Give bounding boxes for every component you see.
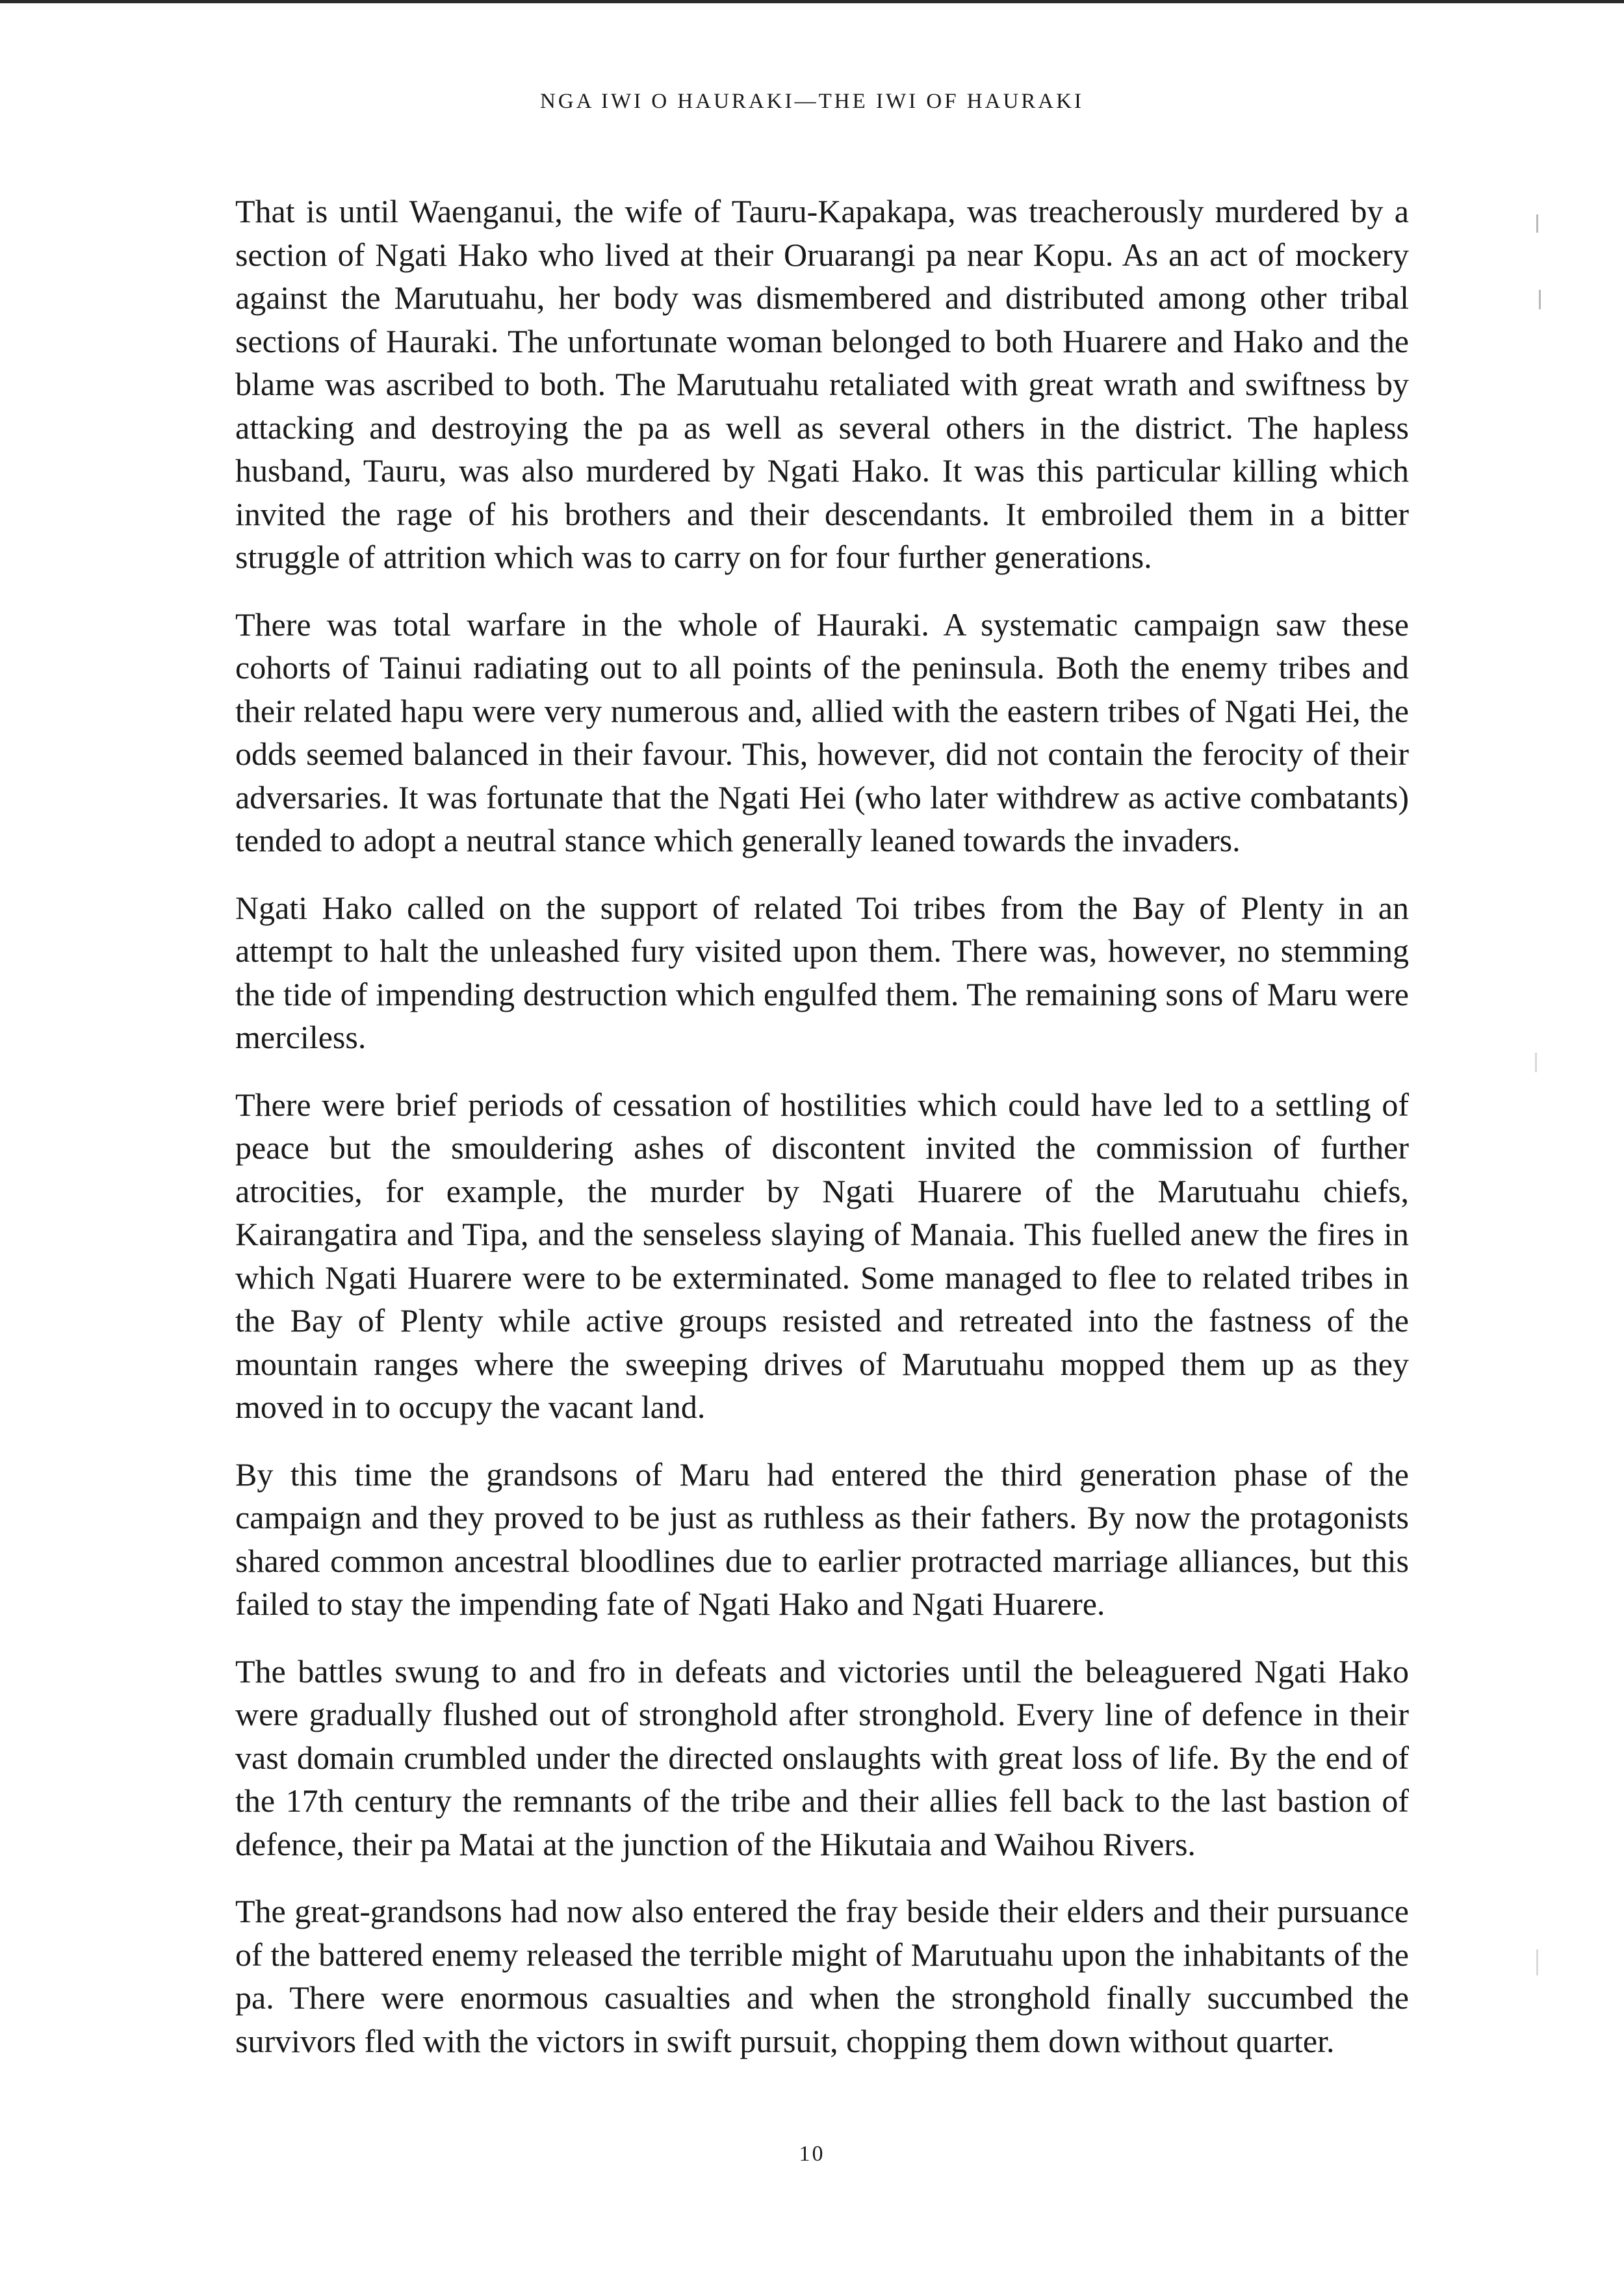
paragraph-2: There was total warfare in the whole of Hauraki. A systematic campaign saw these cohorts of Tainui radiating out to all points of the peninsula. Both the enemy tribes and their related hapu were very numerous and, allied with the eastern tribes of Ngati Hei, the odds seemed balanced in their favour. This, however, did not contain the ferocity of their adversaries. It was fortunate that the Ngati Hei (who later withdrew as active combatants) tended to adopt a neutral stance which generally leaned towards the invaders. [235, 606, 1409, 858]
running-head: NGA IWI O HAURAKI—THE IWI OF HAURAKI [540, 90, 1084, 113]
paragraph-1: That is until Waenganui, the wife of Tauru-Kapakapa, was treacherously murdered by a section of Ngati Hako who lived at their Oruarangi pa near Kopu. As an act of mockery against the Marutuahu, her body was dismembered and distributed among other tribal sections of Hauraki. The unfortunate woman belonged to both Huarere and Hako and the blame was ascribed to both. The Marutuahu retaliated with great wrath and swiftness by attacking and destroying the pa as well as several others in the district. The hapless husband, Tauru, was also murdered by Ngati Hako. It was this particular killing which invited the rage of his brothers and their descendants. It embroiled them in a bitter struggle of attrition which was to carry on for four further generations. [235, 193, 1409, 575]
page-number: 10 [799, 2142, 825, 2166]
margin-speck [1535, 1053, 1537, 1072]
margin-speck [1536, 1949, 1538, 1975]
margin-speck [1539, 290, 1541, 309]
paragraph-4: There were brief periods of cessation of hostilities which could have led to a settling of peace but the smouldering ashes of discontent invited the commission of further atrocities, for example, the murder by Ngati Huarere of the Marutuahu chiefs, Kairangatira and Tipa, and the senseless slaying of Manaia. This fuelled anew the fires in which Ngati Huarere were to be exterminated. Some managed to flee to related tribes in the Bay of Plenty while active groups resisted and retreated into the fastness of the mountain ranges where the sweeping drives of Marutuahu mopped them up as they moved in to occupy the vacant land. [235, 1086, 1409, 1425]
top-border-rule [0, 0, 1624, 3]
paragraph-5: By this time the grandsons of Maru had entered the third generation phase of the campaign and they proved to be just as ruthless as their fathers. By now the protagonists shared common ancestral bloodlines due to earlier protracted marriage alliances, but this failed to stay the impending fate of Ngati Hako and Ngati Huarere. [235, 1456, 1409, 1622]
paragraph-3: Ngati Hako called on the support of related Toi tribes from the Bay of Plenty in an attempt to halt the unleashed fury visited upon them. There was, however, no stemming the tide of impending destruction which engulfed them. The remaining sons of Maru were merciless. [235, 889, 1409, 1055]
paragraph-7: The great-grandsons had now also entered the fray beside their elders and their pursuance of the battered enemy released the terrible might of Marutuahu upon the inhabitants of the pa. There were enormous casualties and when the stronghold finally succumbed the survivors fled with the victors in swift pursuit, chopping them down without quarter. [235, 1893, 1409, 2059]
page-body [235, 190, 1409, 2087]
margin-speck [1536, 214, 1538, 233]
paragraph-6: The battles swung to and fro in defeats and victories until the beleaguered Ngati Hako were gradually flushed out of stronghold after stronghold. Every line of defence in their vast domain crumbled under the directed onslaughts with great loss of life. By the end of the 17th century the remnants of the tribe and their allies fell back to the last bastion of defence, their pa Matai at the junction of the Hikutaia and Waihou Rivers. [235, 1652, 1409, 1862]
